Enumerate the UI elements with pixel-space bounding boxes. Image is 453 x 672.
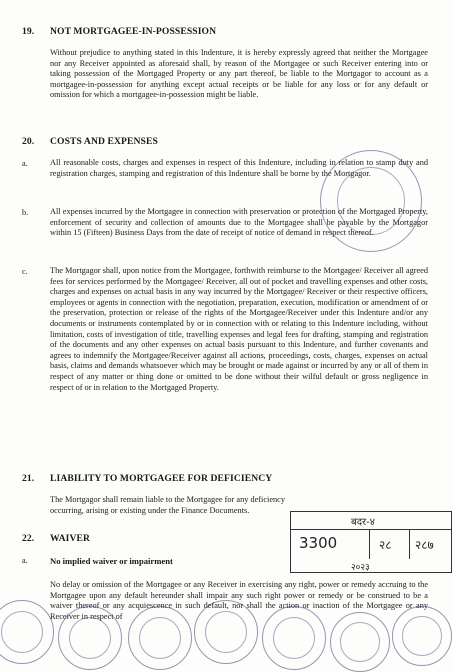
company-seal-stamp — [128, 606, 192, 670]
registrar-seal-stamp — [320, 150, 422, 252]
section-19-text: Without prejudice to anything stated in this Indenture, it is hereby expressly agreed that neither the Mortgagee nor any Receiver appointed as aforesaid shall, by reason of the Mortgagee or such Receiver entering into or taking possession of the Mortgaged Property or any part thereof, be liable to the Mortgagor to account as a mortgagee-in-possession for anything except actual receipts or be liable for any loss or for any default or omission for which a mortgagee-in-possession might be liable. — [50, 48, 428, 100]
total-pages: २८७ — [415, 538, 434, 552]
company-seal-stamp — [194, 600, 258, 664]
company-seal-stamp — [262, 606, 326, 670]
section-20c-text: The Mortgagor shall, upon notice from the Mortgagee, forthwith reimburse to the Mortgagee/ Receiver all agreed fees for services performed by the Mortgagee/ Receiver, all out of pocket and travelling expenses and other costs, charges and expenses on actual basis in any way incurred by the Mortgagee/ Receiver or their respective officers, employees or agents in connection with the negotiation, preparation, execution, modification or amendment of or the preservation, protection or release of the rights of the Mortgagee/Receiver under this Indenture and/or any documents or instruments contemplated by or in connection with or relating to this Indenture including, without limitation, costs of investigation of title, travelling expenses and legal fees for drafting, stamping and registration of the documents and any other expenses on actual basis pursuant to this Indenture, and further covenants and agrees to indemnify the Mortgagee/Receiver against all actions, proceedings, costs, charges, expenses on actual basis, claims and demands whatsoever which may be brought or made against or incurred by any or all of them in respect of any matter or thing done or omitted to be done without their wilful default or gross negligence in respect of or in relation to the Mortgaged Property. — [50, 266, 428, 392]
section-title: WAIVER — [50, 533, 91, 544]
registration-office: बदर-४ — [351, 517, 375, 528]
document-number: 3300 — [299, 534, 338, 552]
section-22a-text: No delay or omission of the Mortgagee or any Receiver in exercising any right, power or remedy accruing to the Mortgagee upon any default hereunder shall impair any such right power or remedy or be construed to be a waiver thereof or any acquiescence in such default, nor shall the action or inaction of the Mortgagee or any Receiver in respect of — [50, 580, 428, 621]
section-number: 20. — [22, 136, 35, 147]
clause-label: a. — [22, 159, 28, 168]
section-title: LIABILITY TO MORTGAGEE FOR DEFICIENCY — [50, 473, 273, 484]
section-title: NOT MORTGAGEE-IN-POSSESSION — [50, 26, 217, 37]
section-20b-text: All expenses incurred by the Mortgagee in connection with preservation or protection of the Mortgaged Property, enforcement of security and collection of amounts due to the Mortgagee shall be payable by the Mortgagor within 15 (Fifteen) Business Days from the date of receipt of notice of demand in respect thereof. — [50, 207, 428, 238]
company-seal-stamp — [330, 612, 390, 672]
company-seal-stamp — [58, 606, 122, 670]
registration-box — [290, 511, 452, 573]
clause-label: a. — [22, 556, 28, 565]
clause-subtitle: No implied waiver or impairment — [50, 556, 173, 566]
company-seal-stamp — [392, 606, 452, 666]
company-seal-stamp — [0, 600, 54, 664]
section-number: 22. — [22, 533, 35, 544]
section-number: 21. — [22, 473, 35, 484]
section-title: COSTS AND EXPENSES — [50, 136, 158, 147]
registration-year: २०२३ — [351, 563, 370, 573]
section-21-text: The Mortgagor shall remain liable to the Mortgagee for any deficiency occurring, arising or existing under the Finance Documents. — [50, 495, 285, 515]
page-number: २८ — [379, 538, 392, 552]
clause-label: b. — [22, 208, 29, 217]
section-number: 19. — [22, 26, 35, 37]
section-20a-text: All reasonable costs, charges and expenses in respect of this Indenture, including in relation to stamp duty and registration charges, stamping and registration of this Indenture shall be borne by the Mortgagor. — [50, 158, 428, 178]
clause-label: c. — [22, 267, 28, 276]
